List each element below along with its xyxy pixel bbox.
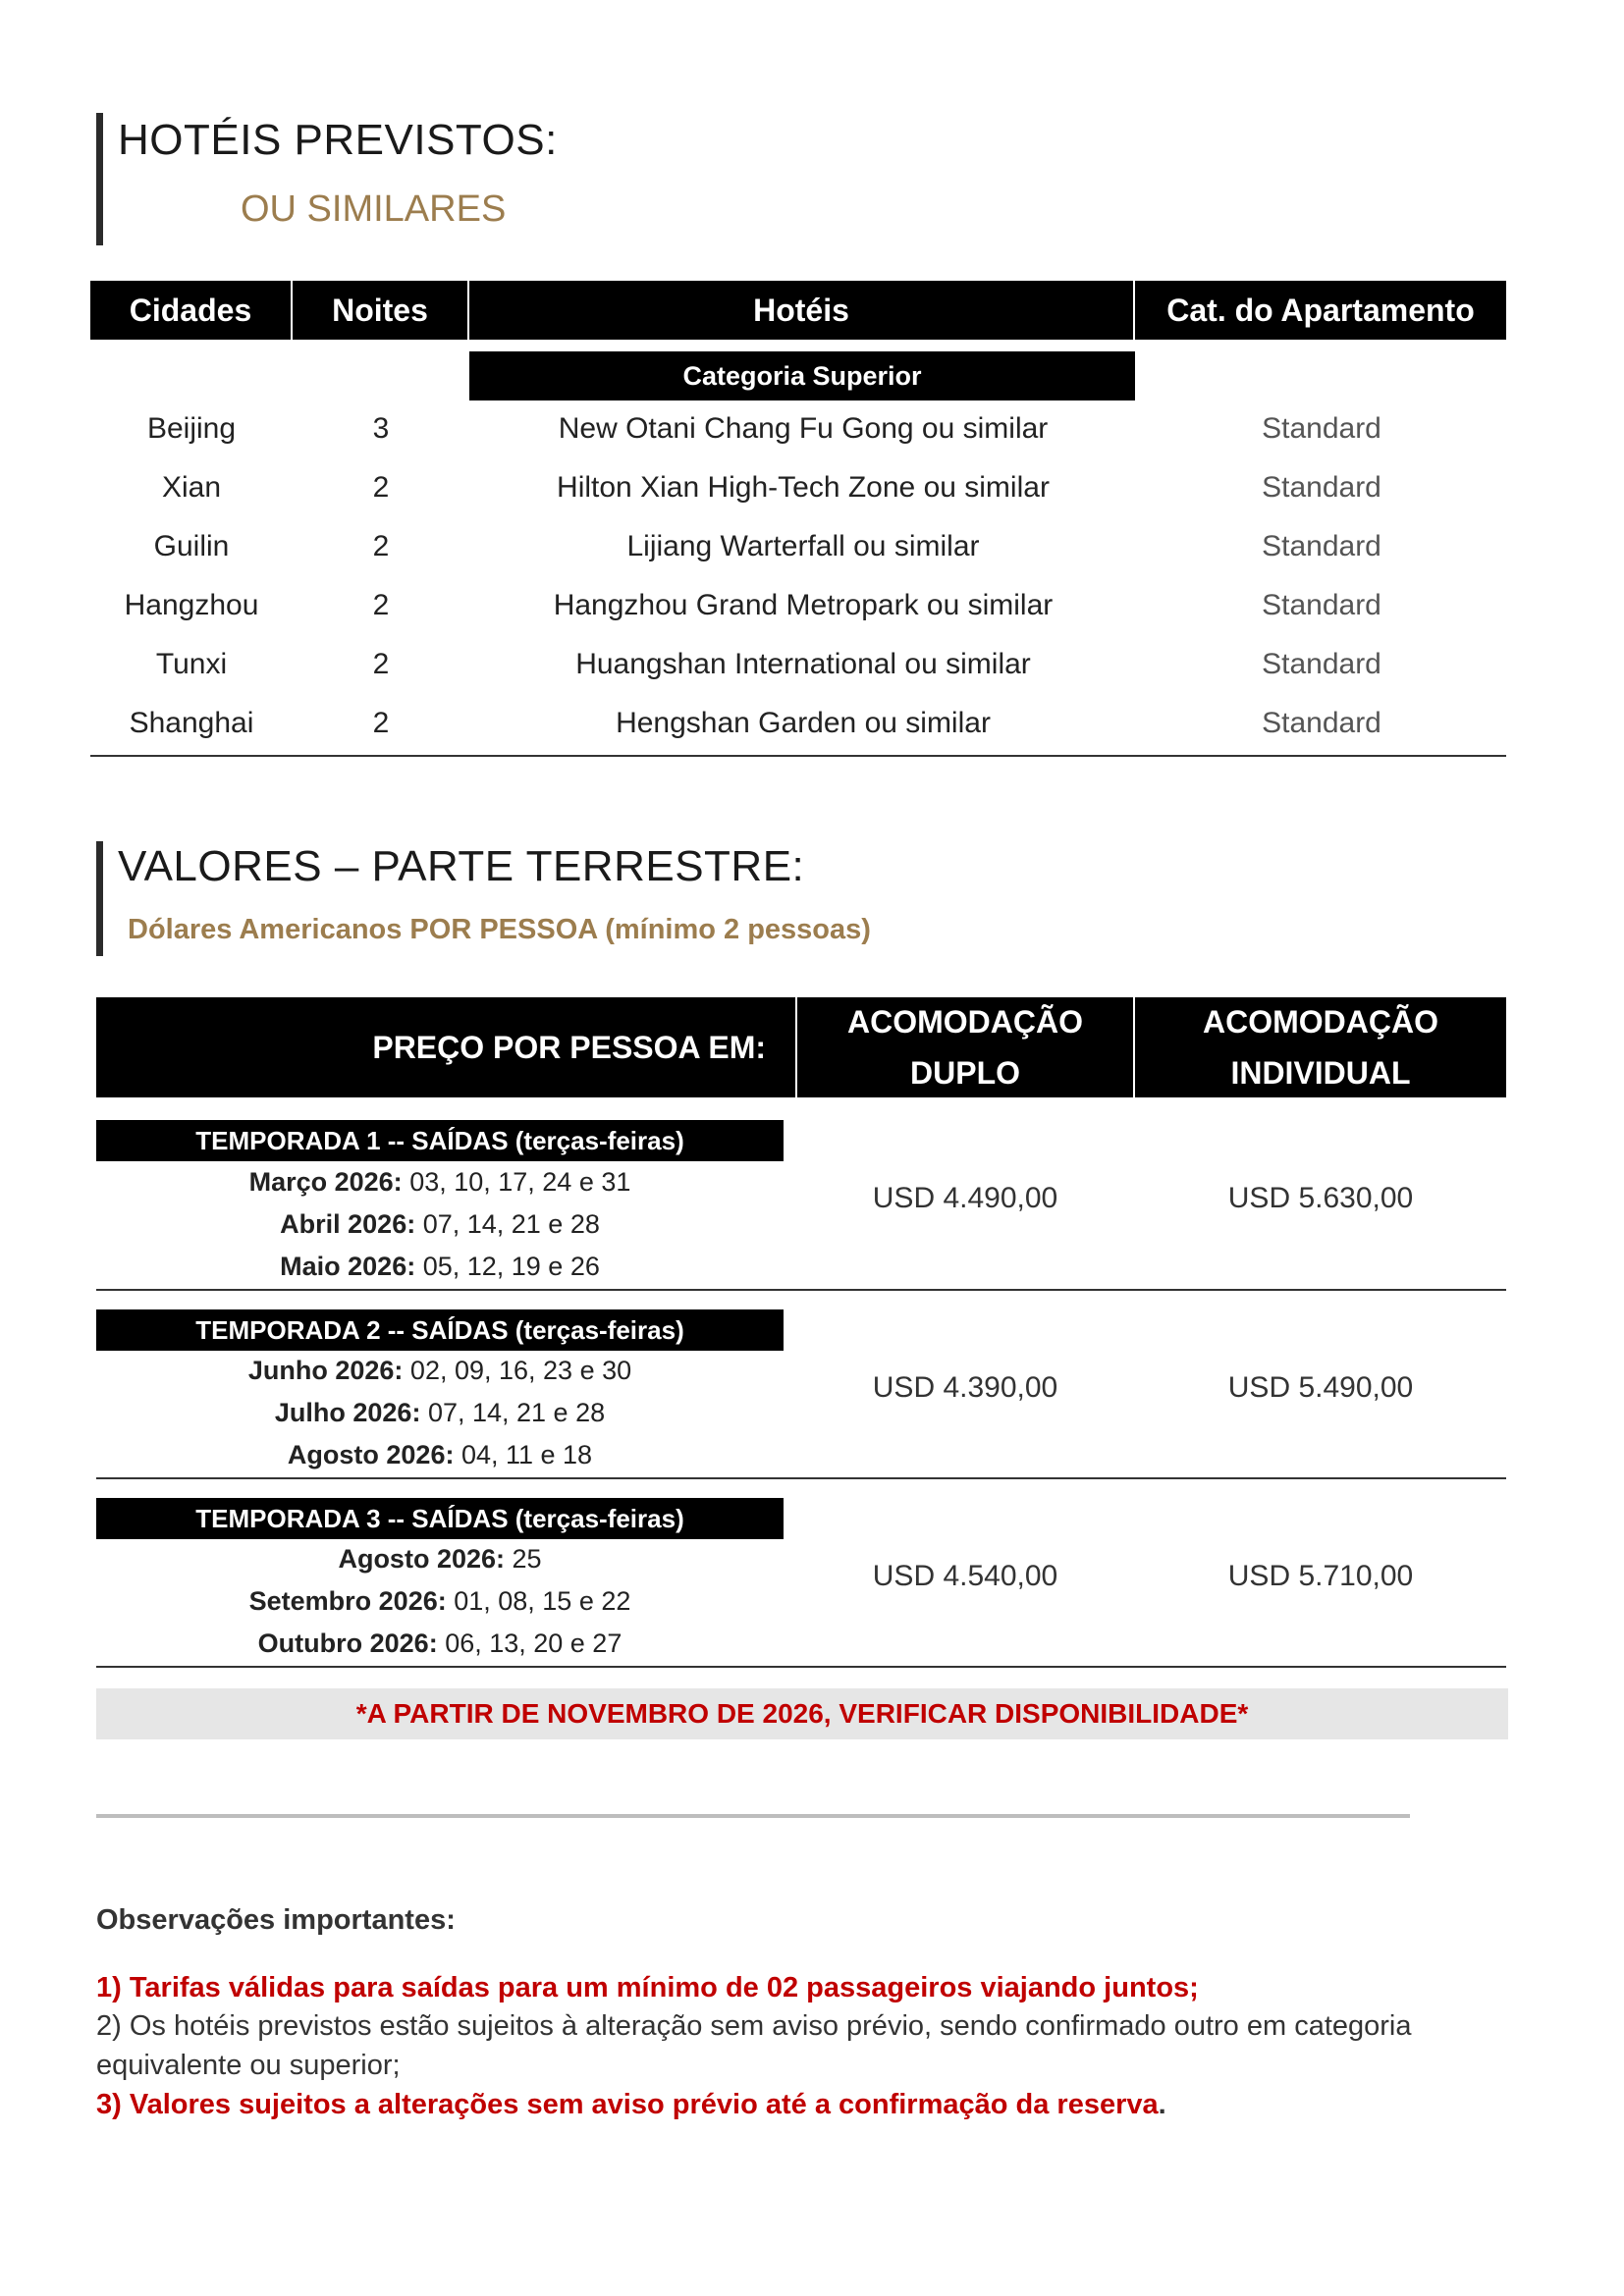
nights-cell: 2 (372, 471, 390, 504)
days-list: 05, 12, 19 e 26 (415, 1252, 600, 1281)
price-double: USD 4.540,00 (872, 1560, 1058, 1592)
date-line (96, 1434, 784, 1476)
table-row (90, 517, 1506, 576)
table-row (90, 635, 1506, 694)
nights-cell: 2 (372, 530, 390, 562)
price-single: USD 5.630,00 (1227, 1182, 1414, 1214)
nights-cell: 2 (372, 589, 390, 621)
month-label: Outubro 2026: (257, 1629, 438, 1658)
prices-subtitle: Dólares Americanos POR PESSOA (mínimo 2 pessoas) (128, 914, 871, 945)
observation-item-1: 1) Tarifas válidas para saídas para um mínimo de 02 passageiros viajando juntos; (96, 1972, 1199, 2003)
table-bottom-rule (90, 755, 1506, 757)
month-label: Março 2026: (248, 1167, 403, 1197)
observation-item-3-end: . (1158, 2089, 1166, 2120)
month-label: Julho 2026: (274, 1398, 421, 1427)
header-hoteis: Hotéis (469, 281, 1133, 340)
availability-note: *A PARTIR DE NOVEMBRO DE 2026, VERIFICAR DISPONIBILIDADE* (96, 1688, 1508, 1739)
season-label: TEMPORADA 3 -- SAÍDAS (terças-feiras) (96, 1498, 784, 1539)
date-line (96, 1580, 784, 1623)
city-cell: Guilin (153, 530, 230, 562)
season-divider (96, 1477, 1506, 1479)
room-cell: Standard (1262, 707, 1381, 739)
days-list: 03, 10, 17, 24 e 31 (402, 1167, 631, 1197)
hotels-subtitle: OU SIMILARES (241, 188, 507, 230)
hotel-cell: Lijiang Warterfall ou similar (626, 530, 980, 562)
date-line (96, 1350, 784, 1392)
table-row (90, 400, 1506, 458)
separator-line (96, 1814, 1410, 1818)
days-list: 07, 14, 21 e 28 (415, 1209, 600, 1239)
nights-cell: 2 (372, 707, 390, 739)
price-single: USD 5.490,00 (1227, 1371, 1414, 1404)
month-label: Junho 2026: (247, 1356, 404, 1385)
section-accent-bar (96, 113, 103, 245)
month-label: Setembro 2026: (248, 1586, 447, 1616)
days-list: 01, 08, 15 e 22 (446, 1586, 631, 1616)
nights-cell: 3 (372, 412, 390, 445)
season-dates (96, 1350, 784, 1476)
days-list: 25 (505, 1544, 542, 1574)
season-label: TEMPORADA 2 -- SAÍDAS (terças-feiras) (96, 1309, 784, 1351)
observation-item-2: 2) Os hotéis previstos estão sujeitos à alteração sem aviso prévio, sendo confirmado outro em categoria equivalente ou superior; (96, 2010, 1412, 2081)
table-row (90, 694, 1506, 753)
season-dates (96, 1538, 784, 1665)
header-duplo-line2: DUPLO (910, 1055, 1020, 1091)
room-cell: Standard (1262, 471, 1381, 504)
month-label: Maio 2026: (280, 1252, 416, 1281)
header-duplo-line1: ACOMODAÇÃO (847, 1004, 1083, 1040)
city-cell: Xian (161, 471, 222, 504)
price-single: USD 5.710,00 (1227, 1560, 1414, 1592)
hotel-cell: Hangzhou Grand Metropark ou similar (553, 589, 1054, 621)
hotel-cell: Huangshan International ou similar (575, 648, 1031, 680)
header-cidades: Cidades (90, 281, 291, 340)
date-line (96, 1246, 784, 1288)
city-cell: Beijing (146, 412, 237, 445)
header-acomodacao-individual (1135, 997, 1506, 1097)
prices-title: VALORES – PARTE TERRESTRE: (118, 842, 805, 890)
season-label: TEMPORADA 1 -- SAÍDAS (terças-feiras) (96, 1120, 784, 1161)
price-double: USD 4.390,00 (872, 1371, 1058, 1404)
date-line (96, 1161, 784, 1203)
days-list: 04, 11 e 18 (454, 1440, 593, 1469)
section-accent-bar (96, 841, 103, 956)
room-cell: Standard (1262, 530, 1381, 562)
hotel-cell: New Otani Chang Fu Gong ou similar (558, 412, 1049, 445)
header-individual-line2: INDIVIDUAL (1230, 1055, 1411, 1091)
room-cell: Standard (1262, 648, 1381, 680)
city-cell: Hangzhou (124, 589, 259, 621)
days-list: 02, 09, 16, 23 e 30 (403, 1356, 632, 1385)
season-dates (96, 1161, 784, 1288)
header-categoria: Cat. do Apartamento (1135, 281, 1506, 340)
observation-item-3-text: 3) Valores sujeitos a alterações sem aviso prévio até a confirmação da reserva (96, 2089, 1159, 2120)
nights-cell: 2 (372, 648, 390, 680)
observations-title: Observações importantes: (96, 1904, 456, 1936)
category-label: Categoria Superior (469, 351, 1135, 400)
month-label: Agosto 2026: (338, 1544, 505, 1574)
table-row (90, 576, 1506, 635)
hotels-title: HOTÉIS PREVISTOS: (118, 116, 558, 164)
price-double: USD 4.490,00 (872, 1182, 1058, 1214)
room-cell: Standard (1262, 589, 1381, 621)
header-noites: Noites (293, 281, 467, 340)
month-label: Agosto 2026: (287, 1440, 455, 1469)
hotel-cell: Hilton Xian High-Tech Zone ou similar (557, 471, 1050, 504)
price-header-text: PREÇO POR PESSOA EM: (372, 1030, 766, 1065)
header-acomodacao-duplo (797, 997, 1133, 1097)
table-row (90, 458, 1506, 517)
date-line (96, 1392, 784, 1434)
observation-item-3 (96, 2085, 1471, 2124)
hotel-cell: Hengshan Garden ou similar (616, 707, 991, 739)
price-header-label (96, 997, 795, 1097)
header-individual-line1: ACOMODAÇÃO (1203, 1004, 1438, 1040)
season-divider (96, 1289, 1506, 1291)
days-list: 06, 13, 20 e 27 (437, 1629, 623, 1658)
city-cell: Tunxi (155, 648, 228, 680)
month-label: Abril 2026: (280, 1209, 416, 1239)
room-cell: Standard (1262, 412, 1381, 445)
days-list: 07, 14, 21 e 28 (420, 1398, 606, 1427)
date-line (96, 1203, 784, 1246)
date-line (96, 1623, 784, 1665)
city-cell: Shanghai (129, 707, 254, 739)
season-divider (96, 1666, 1506, 1668)
date-line (96, 1538, 784, 1580)
